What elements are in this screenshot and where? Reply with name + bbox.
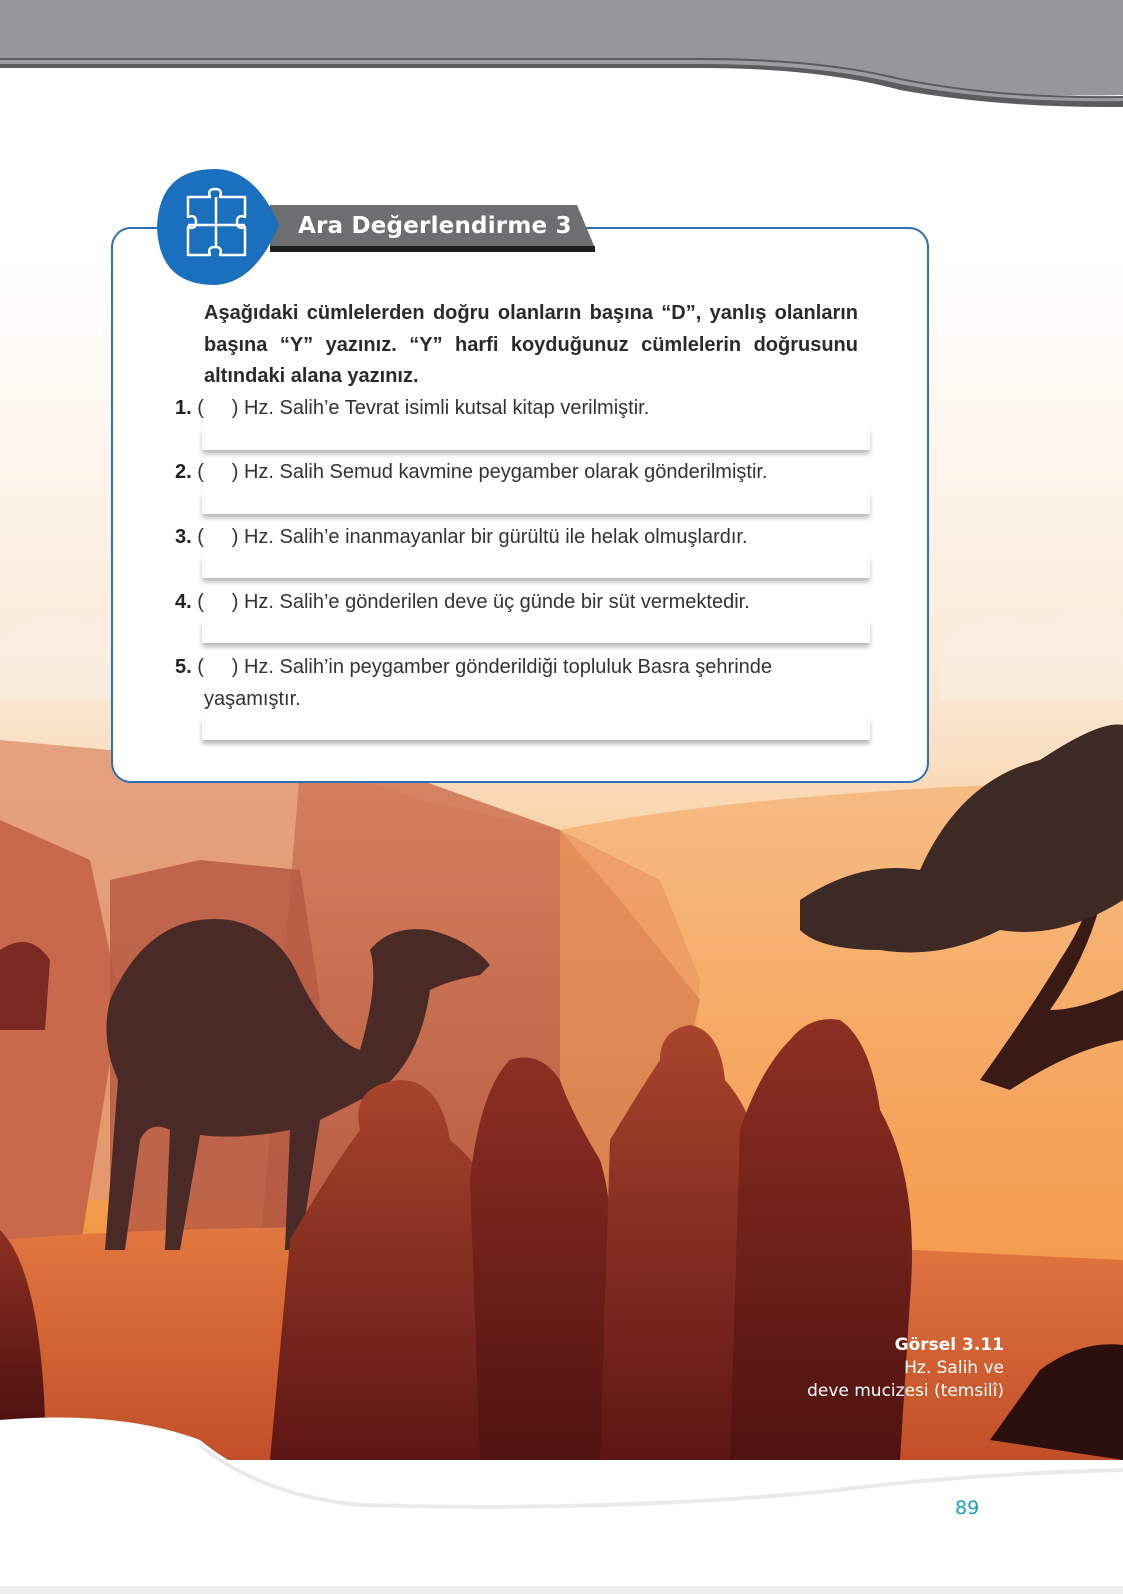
question-number: 1. — [175, 397, 192, 419]
page-number: 89 — [955, 1497, 980, 1519]
question-number: 2. — [175, 461, 192, 483]
answer-open-paren: ( — [197, 591, 204, 613]
answer-close-paren: ) — [231, 526, 239, 548]
question-text: Hz. Salih’e gönderilen deve üç günde bir süt vermektedir. — [243, 591, 750, 613]
answer-field-3[interactable] — [202, 556, 870, 578]
caption-line-2: deve mucizesi (temsilî) — [807, 1381, 1004, 1401]
answer-close-paren: ) — [231, 656, 239, 678]
question-1 — [175, 393, 649, 424]
question-3 — [175, 522, 748, 553]
question-number: 4. — [175, 591, 192, 613]
question-text: Hz. Salih’in peygamber gönderildiği topluluk Basra şehrinde — [243, 656, 773, 678]
answer-field-1[interactable] — [202, 428, 870, 450]
question-number: 5. — [175, 656, 192, 678]
answer-open-paren: ( — [197, 526, 204, 548]
question-text: Hz. Salih’e inanmayanlar bir gürültü ile helak olmuşlardır. — [243, 526, 748, 548]
question-4 — [175, 587, 750, 618]
caption-title: Görsel 3.11 — [894, 1335, 1004, 1355]
answer-close-paren: ) — [231, 397, 239, 419]
question-5 — [175, 652, 772, 683]
question-text: Hz. Salih’e Tevrat isimli kutsal kitap verilmiştir. — [243, 397, 650, 419]
section-title: Ara Değerlendirme 3 — [298, 213, 572, 239]
puzzle-icon — [155, 167, 281, 287]
instructions-text: Aşağıdaki cümlelerden doğru olanların başına “D”, yanlış olanların başına “Y” yazınız. “Y” harfi koyduğunuz cümlelerin doğrusunu altındaki alana yazınız. — [204, 302, 858, 387]
question-text: Hz. Salih Semud kavmine peygamber olarak gönderilmiştir. — [243, 461, 768, 483]
answer-close-paren: ) — [231, 591, 239, 613]
question-5-continuation: yaşamıştır. — [204, 688, 301, 710]
answer-open-paren: ( — [197, 397, 204, 419]
question-number: 3. — [175, 526, 192, 548]
answer-open-paren: ( — [197, 461, 204, 483]
question-2 — [175, 457, 768, 488]
answer-field-5[interactable] — [202, 718, 870, 740]
answer-field-2[interactable] — [202, 492, 870, 514]
figure-caption — [807, 1334, 1004, 1403]
answer-open-paren: ( — [197, 656, 204, 678]
answer-close-paren: ) — [231, 461, 239, 483]
caption-line-1: Hz. Salih ve — [904, 1358, 1004, 1378]
answer-field-4[interactable] — [202, 621, 870, 643]
